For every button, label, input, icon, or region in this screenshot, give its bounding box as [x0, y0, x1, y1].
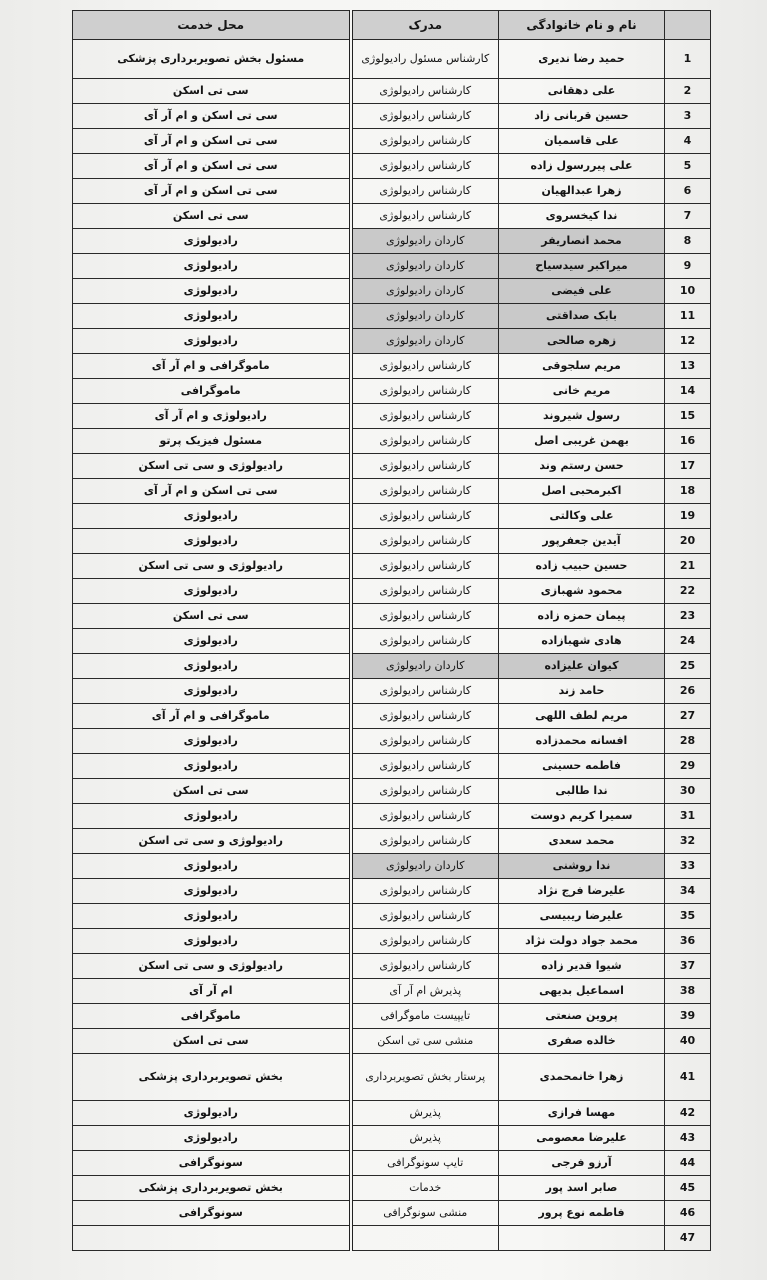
header-name: نام و نام خانوادگی: [499, 11, 665, 40]
row-name: سمیرا کریم دوست: [499, 804, 665, 829]
row-number: 22: [665, 579, 711, 604]
row-name: علیرضا فرج نژاد: [499, 879, 665, 904]
row-name: حمید رضا ندیری: [499, 40, 665, 79]
row-name: علی قاسمیان: [499, 129, 665, 154]
row-degree: کارشناس رادیولوژی: [351, 704, 499, 729]
row-degree: پذیرش ام آر آی: [351, 979, 499, 1004]
header-place: محل خدمت: [73, 11, 351, 40]
row-name: شیوا قدیر زاده: [499, 954, 665, 979]
table-row: [73, 804, 711, 829]
row-number: 9: [665, 254, 711, 279]
table-row: [73, 1029, 711, 1054]
row-name: محمد جواد دولت نژاد: [499, 929, 665, 954]
row-number: 46: [665, 1201, 711, 1226]
row-name: حسین قربانی زاد: [499, 104, 665, 129]
row-name: آرزو فرجی: [499, 1151, 665, 1176]
row-number: 29: [665, 754, 711, 779]
row-name: اسماعیل بدیهی: [499, 979, 665, 1004]
row-name: محمد سعدی: [499, 829, 665, 854]
table-row: [73, 404, 711, 429]
row-place: رادیولوژی: [73, 329, 351, 354]
row-number: 32: [665, 829, 711, 854]
row-place: رادیولوژی: [73, 529, 351, 554]
row-number: 44: [665, 1151, 711, 1176]
row-name: زهره صالحی: [499, 329, 665, 354]
row-place: سی تی اسکن و ام آر آی: [73, 154, 351, 179]
staff-table: [72, 10, 711, 1251]
row-name: صابر اسد پور: [499, 1176, 665, 1201]
row-number: 15: [665, 404, 711, 429]
row-name: کیوان علیزاده: [499, 654, 665, 679]
row-number: 23: [665, 604, 711, 629]
row-place: رادیولوژی: [73, 904, 351, 929]
row-degree: پذیرش: [351, 1126, 499, 1151]
row-degree: خدمات: [351, 1176, 499, 1201]
row-name: ندا کیخسروی: [499, 204, 665, 229]
row-place: رادیولوژی: [73, 579, 351, 604]
row-place: بخش تصویربرداری پزشکی: [73, 1176, 351, 1201]
table-row: [73, 554, 711, 579]
row-name: اکبرمحبی اصل: [499, 479, 665, 504]
row-place: سی تی اسکن: [73, 604, 351, 629]
row-number: 41: [665, 1054, 711, 1101]
row-number: 25: [665, 654, 711, 679]
table-row: [73, 1176, 711, 1201]
row-number: 26: [665, 679, 711, 704]
table-row: [73, 729, 711, 754]
row-degree: کارشناس رادیولوژی: [351, 779, 499, 804]
table-row: [73, 504, 711, 529]
row-degree: کارشناس رادیولوژی: [351, 754, 499, 779]
table-row: [73, 279, 711, 304]
row-degree: کارشناس رادیولوژی: [351, 904, 499, 929]
table-row: [73, 829, 711, 854]
row-number: 19: [665, 504, 711, 529]
row-place: رادیولوژی و سی تی اسکن: [73, 454, 351, 479]
table-row: [73, 929, 711, 954]
row-place: رادیولوژی و سی تی اسکن: [73, 954, 351, 979]
row-number: 36: [665, 929, 711, 954]
row-number: 7: [665, 204, 711, 229]
row-number: 1: [665, 40, 711, 79]
table-row: [73, 429, 711, 454]
row-name: فاطمه نوع پرور: [499, 1201, 665, 1226]
table-row: [73, 779, 711, 804]
table-row: [73, 229, 711, 254]
row-degree: تایپ سونوگرافی: [351, 1151, 499, 1176]
row-name: بهمن غریبی اصل: [499, 429, 665, 454]
row-name: هادی شهبازاده: [499, 629, 665, 654]
table-row: [73, 254, 711, 279]
table-row: [73, 879, 711, 904]
table-row: [73, 954, 711, 979]
row-degree: کارشناس رادیولوژی: [351, 579, 499, 604]
table-row: [73, 979, 711, 1004]
table-row: [73, 354, 711, 379]
row-number: 21: [665, 554, 711, 579]
row-degree: کارشناس رادیولوژی: [351, 504, 499, 529]
row-place: رادیولوژی: [73, 929, 351, 954]
row-degree: کارشناس رادیولوژی: [351, 829, 499, 854]
row-degree: کارشناس رادیولوژی: [351, 379, 499, 404]
row-number: 47: [665, 1226, 711, 1251]
row-degree: کارشناس رادیولوژی: [351, 954, 499, 979]
table-row: [73, 1101, 711, 1126]
row-number: 28: [665, 729, 711, 754]
table-row: [73, 379, 711, 404]
row-name: مهسا فرازی: [499, 1101, 665, 1126]
row-place: رادیولوژی: [73, 1126, 351, 1151]
row-degree: کارشناس رادیولوژی: [351, 804, 499, 829]
row-name: حسین حبیب زاده: [499, 554, 665, 579]
row-name: مریم خانی: [499, 379, 665, 404]
row-degree: کاردان رادیولوژی: [351, 329, 499, 354]
row-name: فاطمه حسینی: [499, 754, 665, 779]
row-place: سی تی اسکن: [73, 1029, 351, 1054]
row-name: علی فیضی: [499, 279, 665, 304]
table-row: [73, 629, 711, 654]
table-row: [73, 1201, 711, 1226]
row-number: 39: [665, 1004, 711, 1029]
row-number: 17: [665, 454, 711, 479]
row-number: 10: [665, 279, 711, 304]
row-place: رادیولوژی: [73, 1101, 351, 1126]
row-place: ماموگرافی و ام آر آی: [73, 704, 351, 729]
table-row: [73, 1004, 711, 1029]
row-name: پروین صنعتی: [499, 1004, 665, 1029]
row-number: 40: [665, 1029, 711, 1054]
row-number: 13: [665, 354, 711, 379]
row-name: میراکبر سیدسیاح: [499, 254, 665, 279]
row-place: ماموگرافی و ام آر آی: [73, 354, 351, 379]
row-place: سی تی اسکن و ام آر آی: [73, 179, 351, 204]
row-name: زهرا عبدالهیان: [499, 179, 665, 204]
row-place: رادیولوژی: [73, 304, 351, 329]
row-place: رادیولوژی: [73, 504, 351, 529]
row-degree: کارشناس رادیولوژی: [351, 454, 499, 479]
row-number: 38: [665, 979, 711, 1004]
row-place: رادیولوژی: [73, 629, 351, 654]
row-place: بخش تصویربرداری پزشکی: [73, 1054, 351, 1101]
row-number: 6: [665, 179, 711, 204]
header-number: [665, 11, 711, 40]
table-row: [73, 179, 711, 204]
table-body: [73, 40, 711, 1251]
row-number: 30: [665, 779, 711, 804]
row-place: رادیولوژی: [73, 854, 351, 879]
row-name: خالده صفری: [499, 1029, 665, 1054]
table-row: [73, 604, 711, 629]
row-degree: کارشناس رادیولوژی: [351, 604, 499, 629]
row-number: 27: [665, 704, 711, 729]
row-place: رادیولوژی: [73, 729, 351, 754]
row-degree: کارشناس رادیولوژی: [351, 554, 499, 579]
row-name: آیدین جعفرپور: [499, 529, 665, 554]
row-name: رسول شیروند: [499, 404, 665, 429]
row-place: سی تی اسکن: [73, 204, 351, 229]
row-number: 12: [665, 329, 711, 354]
row-name: پیمان حمزه زاده: [499, 604, 665, 629]
header-degree: مدرک: [351, 11, 499, 40]
row-number: 24: [665, 629, 711, 654]
row-degree: کارشناس رادیولوژی: [351, 629, 499, 654]
row-degree: کارشناس رادیولوژی: [351, 529, 499, 554]
row-degree: کارشناس رادیولوژی: [351, 929, 499, 954]
table-row: [73, 529, 711, 554]
row-degree: کارشناس رادیولوژی: [351, 104, 499, 129]
row-name: زهرا خانمحمدی: [499, 1054, 665, 1101]
table-header-row: [73, 11, 711, 40]
row-number: 33: [665, 854, 711, 879]
row-place: سی تی اسکن و ام آر آی: [73, 104, 351, 129]
row-name: حامد زند: [499, 679, 665, 704]
row-place: مسئول بخش تصویربرداری پزشکی: [73, 40, 351, 79]
row-place: سی تی اسکن: [73, 779, 351, 804]
row-number: 3: [665, 104, 711, 129]
row-number: 14: [665, 379, 711, 404]
row-name: بابک صداقتی: [499, 304, 665, 329]
row-number: 2: [665, 79, 711, 104]
row-name: مریم لطف اللهی: [499, 704, 665, 729]
row-degree: کاردان رادیولوژی: [351, 854, 499, 879]
table-row: [73, 154, 711, 179]
row-place: ماموگرافی: [73, 1004, 351, 1029]
row-number: 8: [665, 229, 711, 254]
table-row: [73, 579, 711, 604]
row-degree: کاردان رادیولوژی: [351, 254, 499, 279]
table-row: [73, 1226, 711, 1251]
row-degree: کارشناس رادیولوژی: [351, 154, 499, 179]
table-row: [73, 129, 711, 154]
table-row: [73, 329, 711, 354]
row-name: علیرضا معصومی: [499, 1126, 665, 1151]
row-place: سی تی اسکن و ام آر آی: [73, 129, 351, 154]
row-name: محمد انصاریفر: [499, 229, 665, 254]
row-degree: کارشناس رادیولوژی: [351, 479, 499, 504]
table-row: [73, 454, 711, 479]
table-row: [73, 754, 711, 779]
row-name: ندا روشنی: [499, 854, 665, 879]
table-row: [73, 104, 711, 129]
row-place: رادیولوژی و سی تی اسکن: [73, 554, 351, 579]
table-row: [73, 40, 711, 79]
row-place: [73, 1226, 351, 1251]
row-place: رادیولوژی: [73, 254, 351, 279]
row-place: رادیولوژی: [73, 804, 351, 829]
row-degree: کارشناس رادیولوژی: [351, 179, 499, 204]
row-number: 34: [665, 879, 711, 904]
row-name: افسانه محمدزاده: [499, 729, 665, 754]
row-degree: پذیرش: [351, 1101, 499, 1126]
row-name: [499, 1226, 665, 1251]
row-number: 18: [665, 479, 711, 504]
row-name: محمود شهبازی: [499, 579, 665, 604]
row-name: ندا طالبی: [499, 779, 665, 804]
row-number: 5: [665, 154, 711, 179]
row-degree: کارشناس رادیولوژی: [351, 129, 499, 154]
row-degree: کارشناس رادیولوژی: [351, 404, 499, 429]
row-degree: [351, 1226, 499, 1251]
row-name: علی وکالتی: [499, 504, 665, 529]
row-number: 45: [665, 1176, 711, 1201]
table-row: [73, 654, 711, 679]
row-number: 4: [665, 129, 711, 154]
row-place: رادیولوژی: [73, 229, 351, 254]
row-number: 42: [665, 1101, 711, 1126]
row-place: رادیولوژی و ام آر آی: [73, 404, 351, 429]
row-place: رادیولوژی: [73, 654, 351, 679]
table-row: [73, 1054, 711, 1101]
row-place: ماموگرافی: [73, 379, 351, 404]
table-row: [73, 704, 711, 729]
row-place: رادیولوژی: [73, 879, 351, 904]
table-row: [73, 904, 711, 929]
row-degree: تایپیست ماموگرافی: [351, 1004, 499, 1029]
row-degree: کارشناس رادیولوژی: [351, 879, 499, 904]
row-name: علیرضا ریبیسی: [499, 904, 665, 929]
row-degree: پرستار بخش تصویربرداری: [351, 1054, 499, 1101]
row-degree: کاردان رادیولوژی: [351, 304, 499, 329]
row-degree: کارشناس رادیولوژی: [351, 354, 499, 379]
row-number: 43: [665, 1126, 711, 1151]
row-place: سی تی اسکن و ام آر آی: [73, 479, 351, 504]
row-number: 16: [665, 429, 711, 454]
row-degree: کارشناس رادیولوژی: [351, 679, 499, 704]
row-name: علی پیررسول زاده: [499, 154, 665, 179]
row-number: 20: [665, 529, 711, 554]
row-place: رادیولوژی و سی تی اسکن: [73, 829, 351, 854]
row-place: رادیولوژی: [73, 279, 351, 304]
row-degree: کاردان رادیولوژی: [351, 654, 499, 679]
row-place: رادیولوژی: [73, 679, 351, 704]
table-row: [73, 304, 711, 329]
row-degree: کاردان رادیولوژی: [351, 279, 499, 304]
table-row: [73, 204, 711, 229]
row-place: سونوگرافی: [73, 1151, 351, 1176]
row-degree: منشی سی تی اسکن: [351, 1029, 499, 1054]
row-degree: کاردان رادیولوژی: [351, 229, 499, 254]
table-row: [73, 1126, 711, 1151]
row-place: مسئول فیزیک پرتو: [73, 429, 351, 454]
table-row: [73, 79, 711, 104]
row-number: 37: [665, 954, 711, 979]
row-place: رادیولوژی: [73, 754, 351, 779]
row-place: سی تی اسکن: [73, 79, 351, 104]
table-row: [73, 479, 711, 504]
row-name: علی دهقانی: [499, 79, 665, 104]
row-place: سونوگرافی: [73, 1201, 351, 1226]
row-degree: کارشناس رادیولوژی: [351, 729, 499, 754]
row-number: 35: [665, 904, 711, 929]
row-number: 11: [665, 304, 711, 329]
row-degree: کارشناس مسئول رادیولوژی: [351, 40, 499, 79]
row-degree: منشی سونوگرافی: [351, 1201, 499, 1226]
row-name: حسن رستم وند: [499, 454, 665, 479]
row-degree: کارشناس رادیولوژی: [351, 429, 499, 454]
table-row: [73, 1151, 711, 1176]
row-degree: کارشناس رادیولوژی: [351, 204, 499, 229]
row-name: مریم سلجوقی: [499, 354, 665, 379]
row-place: ام آر آی: [73, 979, 351, 1004]
row-number: 31: [665, 804, 711, 829]
row-degree: کارشناس رادیولوژی: [351, 79, 499, 104]
table-row: [73, 854, 711, 879]
table-row: [73, 679, 711, 704]
